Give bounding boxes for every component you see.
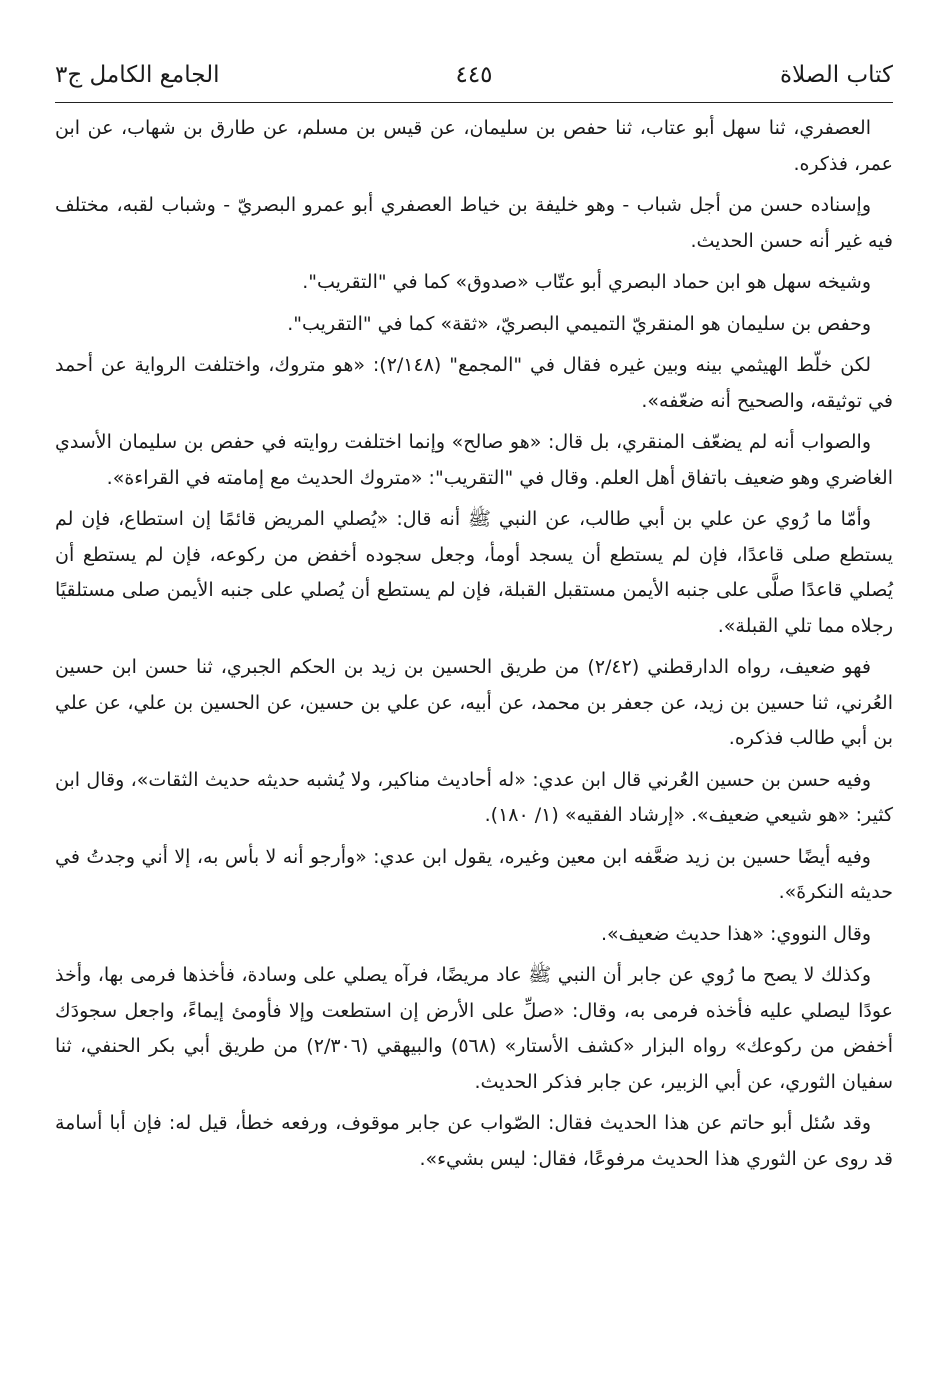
header-book-title: الجامع الكامل ج٣: [55, 62, 220, 88]
paragraph: وأمّا ما رُوي عن علي بن أبي طالب، عن النبي ﷺ أنه قال: «يُصلي المريض قائمًا إن استطاع، فإن لم يستطع صلى قاعدًا، فإن لم يستطع أن يسجد أومأ، وجعل سجوده أخفض من ركوعه، فإن لم يستطع أن يُصلي قاعدًا صلَّى على جنبه الأيمن مستقبل القبلة، فإن لم يستطع أن يُصلي على جنبه الأيمن صلى مستلقيًا رجلاه مما تلي القبلة».: [55, 508, 893, 637]
page-number: ٤٤٥: [455, 62, 493, 88]
running-header: [55, 58, 893, 98]
paragraph: وفيه حسن بن حسين العُرني قال ابن عدي: «له أحاديث مناكير، ولا يُشبه حديثه حديث الثقات»، وقال ابن كثير: «هو شيعي ضعيف». «إرشاد الفقيه» (١/ ١٨٠).: [55, 768, 893, 826]
paragraph: لكن خلّط الهيثمي بينه وبين غيره فقال في "المجمع" (٢/١٤٨): «هو متروك، واختلفت الرواية عن أحمد في توثيقه، والصحيح أنه ضعّفه».: [55, 354, 893, 412]
paragraph: وإسناده حسن من أجل شباب - وهو خليفة بن خياط العصفري أبو عمرو البصريّ - وشباب لقبه، مختلف فيه غير أنه حسن الحديث.: [55, 194, 893, 252]
paragraph: وقال النووي: «هذا حديث ضعيف».: [601, 922, 871, 945]
paragraph: وحفص بن سليمان هو المنقريّ التميمي البصريّ، «ثقة» كما في "التقريب".: [287, 312, 871, 335]
paragraph: فهو ضعيف، رواه الدارقطني (٢/٤٢) من طريق الحسين بن زيد بن الحكم الجبري، ثنا حسن ابن حسين العُرني، ثنا حسين بن زيد، عن جعفر بن محمد، عن أبيه، عن علي بن حسين، عن الحسين بن علي، عن علي بن أبي طالب فذكره.: [55, 656, 893, 749]
paragraph: وكذلك لا يصح ما رُوي عن جابر أن النبي ﷺ عاد مريضًا، فرآه يصلي على وسادة، فأخذها فرمى بها، وأخذ عودًا ليصلي عليه فأخذه فرمى به، وقال: «صلِّ على الأرض إن استطعت وإلا فأومئ إيماءً، واجعل سجودَك أخفض من ركوعك» رواه البزار «كشف الأستار» (٥٦٨) والبيهقي (٢/٣٠٦) من طريق أبي بكر الحنفي، ثنا سفيان الثوري، عن أبي الزبير، عن جابر فذكر الحديث.: [55, 964, 893, 1093]
paragraph: وقد سُئل أبو حاتم عن هذا الحديث فقال: الصّواب عن جابر موقوف، ورفعه خطأ، قيل له: فإن أبا أسامة قد روى عن الثوري هذا الحديث مرفوعًا، فقال: ليس بشيء».: [55, 1112, 893, 1170]
header-divider: [55, 102, 893, 103]
header-chapter-title: كتاب الصلاة: [780, 62, 893, 88]
paragraph: والصواب أنه لم يضعّف المنقري، بل قال: «هو صالح» وإنما اختلفت روايته في حفص بن سليمان الأسدي الغاضري وهو ضعيف باتفاق أهل العلم. وقال في "التقريب": «متروك الحديث مع إمامته في القراءة».: [55, 431, 893, 489]
paragraph: العصفري، ثنا سهل أبو عتاب، ثنا حفص بن سليمان، عن قيس بن مسلم، عن طارق بن شهاب، عن ابن عمر، فذكره.: [55, 117, 893, 175]
book-page: [55, 58, 893, 1183]
paragraph: وفيه أيضًا حسين بن زيد ضعَّفه ابن معين وغيره، يقول ابن عدي: «وأرجو أنه لا بأس به، إلا أني وجدتُ في حديثه النكرةَ».: [55, 845, 893, 903]
paragraph: وشيخه سهل هو ابن حماد البصري أبو عتّاب «صدوق» كما في "التقريب".: [302, 271, 871, 293]
text-body: [55, 111, 893, 1177]
